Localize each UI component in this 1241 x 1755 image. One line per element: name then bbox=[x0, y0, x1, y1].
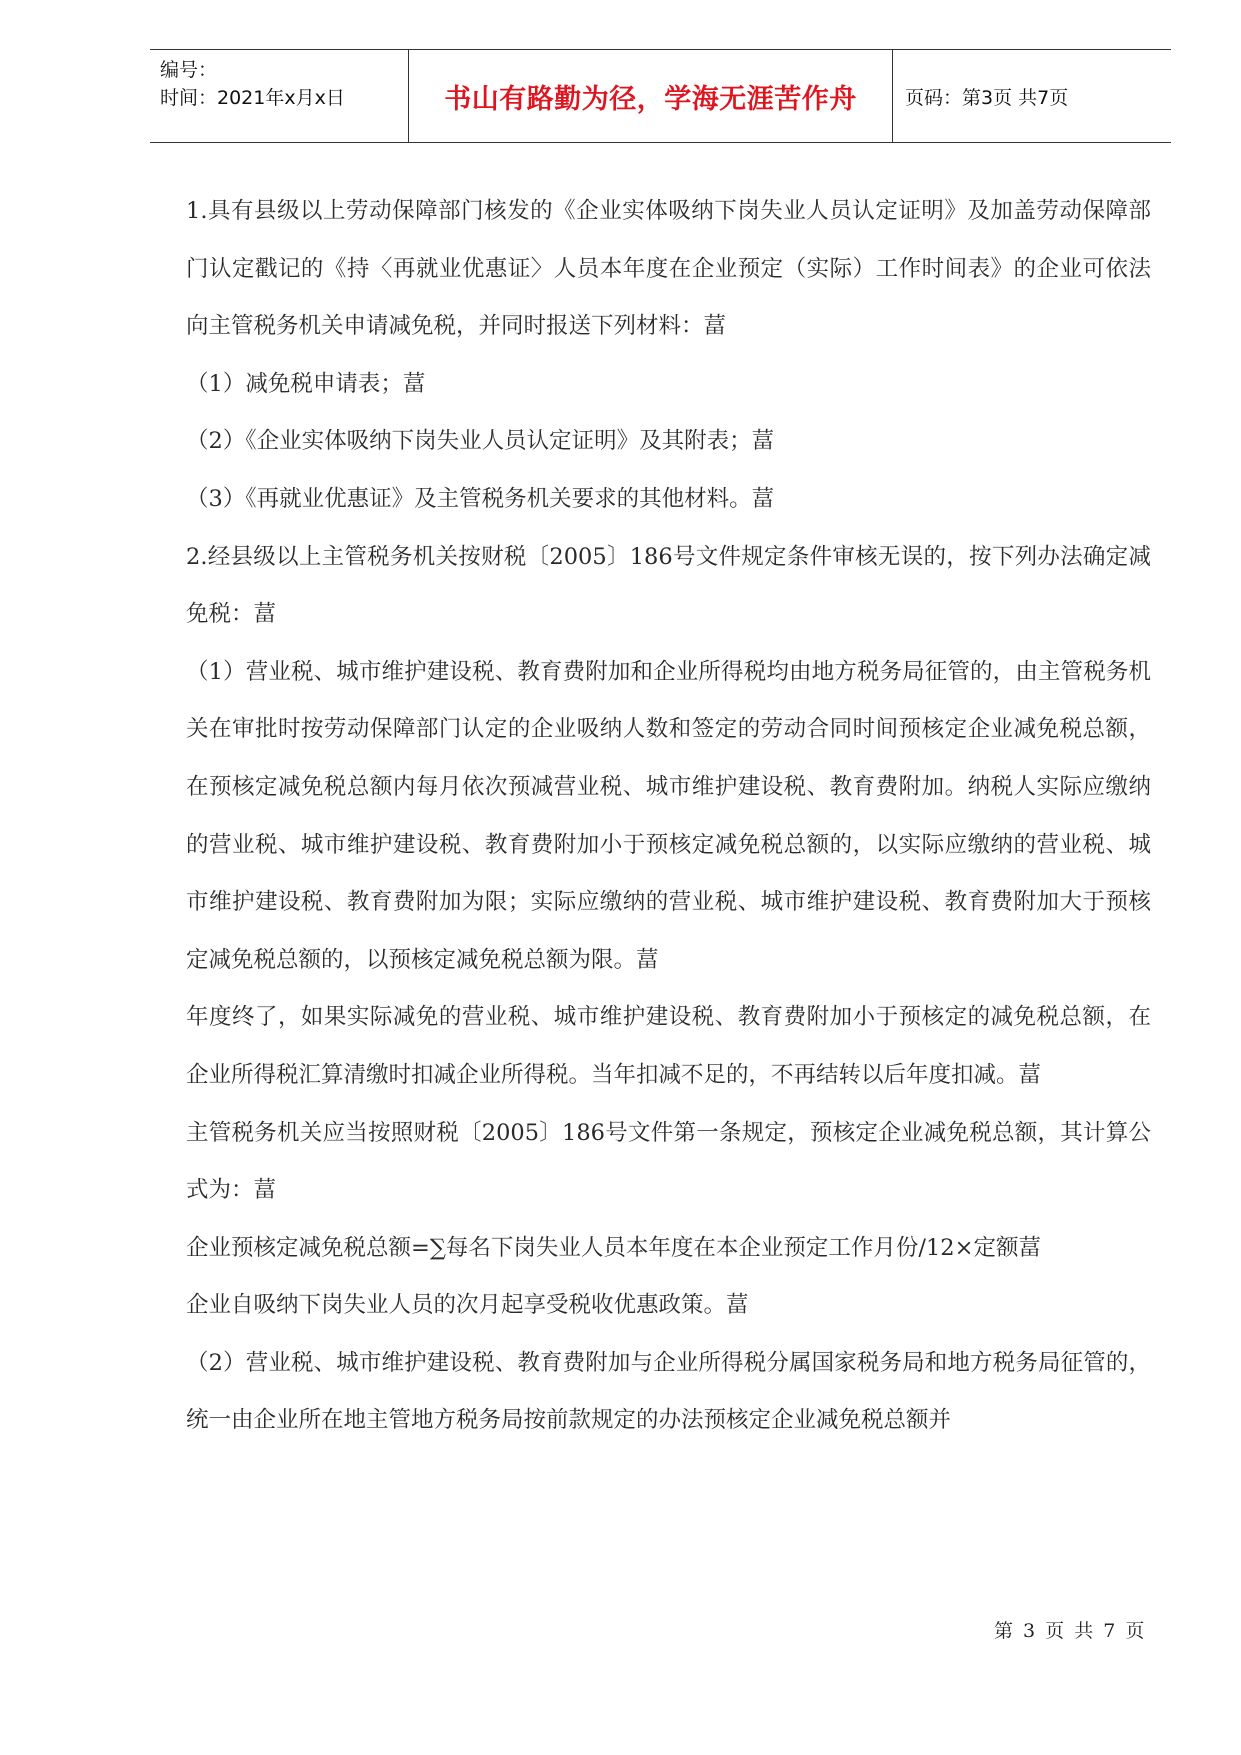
header-meta bbox=[150, 50, 409, 142]
document-time-label: 时间：2021年x月x日 bbox=[160, 87, 345, 109]
paragraph: 企业预核定减免税总额=∑每名下岗失业人员本年度在本企业预定工作月份/12×定额葍 bbox=[186, 1234, 1041, 1261]
paragraph: （1）减免税申请表；葍 bbox=[186, 370, 426, 397]
paragraph: 企业自吸纳下岗失业人员的次月起享受税收优惠政策。葍 bbox=[186, 1292, 749, 1319]
paragraph: （2）营业税、城市维护建设税、教育费附加与企业所得税分属国家税务局和地方税务局征管的，统一由企业所在地主管地方税务局按前款规定的办法预核定企业减免税总额并 bbox=[186, 1349, 1151, 1434]
paragraph: 1.具有县级以上劳动保障部门核发的《企业实体吸纳下岗失业人员认定证明》及加盖劳动保障部门认定戳记的《持〈再就业优惠证〉人员本年度在企业预定（实际）工作时间表》的企业可依法向主管税务机关申请减免税，并同时报送下列材料：葍 bbox=[186, 198, 1151, 340]
header-page-label: 页码：第3页 共7页 bbox=[905, 86, 1069, 109]
paragraph: （3）《再就业优惠证》及主管税务机关要求的其他材料。葍 bbox=[186, 485, 775, 512]
paragraph: 主管税务机关应当按照财税〔2005〕186号文件第一条规定，预核定企业减免税总额，其计算公式为：葍 bbox=[186, 1119, 1151, 1204]
paragraph: 年度终了，如果实际减免的营业税、城市维护建设税、教育费附加小于预核定的减免税总额，在企业所得税汇算清缴时扣减企业所得税。当年扣减不足的，不再结转以后年度扣减。葍 bbox=[186, 1004, 1151, 1088]
page-footer-number: 第 3 页 共 7 页 bbox=[994, 1620, 1147, 1642]
header-motto: 书山有路勤为径，学海无涯苦作舟 bbox=[409, 50, 893, 142]
page-header bbox=[150, 49, 1171, 143]
paragraph: 2.经县级以上主管税务机关按财税〔2005〕186号文件规定条件审核无误的，按下列办法确定减免税：葍 bbox=[186, 543, 1151, 628]
document-number-label: 编号： bbox=[160, 59, 218, 81]
paragraph: （1）营业税、城市维护建设税、教育费附加和企业所得税均由地方税务局征管的，由主管税务机关在审批时按劳动保障部门认定的企业吸纳人数和签定的劳动合同时间预核定企业减免税总额，在预核定减免税总额内每月依次预减营业税、城市维护建设税、教育费附加。纳税人实际应缴纳的营业税、城市维护建设税、教育费附加小于预核定减免税总额的，以实际应缴纳的营业税、城市维护建设税、教育费附加为限；实际应缴纳的营业税、城市维护建设税、教育费附加大于预核定减免税总额的，以预核定减免税总额为限。葍 bbox=[186, 658, 1151, 973]
paragraph: （2）《企业实体吸纳下岗失业人员认定证明》及其附表；葍 bbox=[186, 428, 775, 455]
document-body bbox=[186, 183, 1151, 1450]
